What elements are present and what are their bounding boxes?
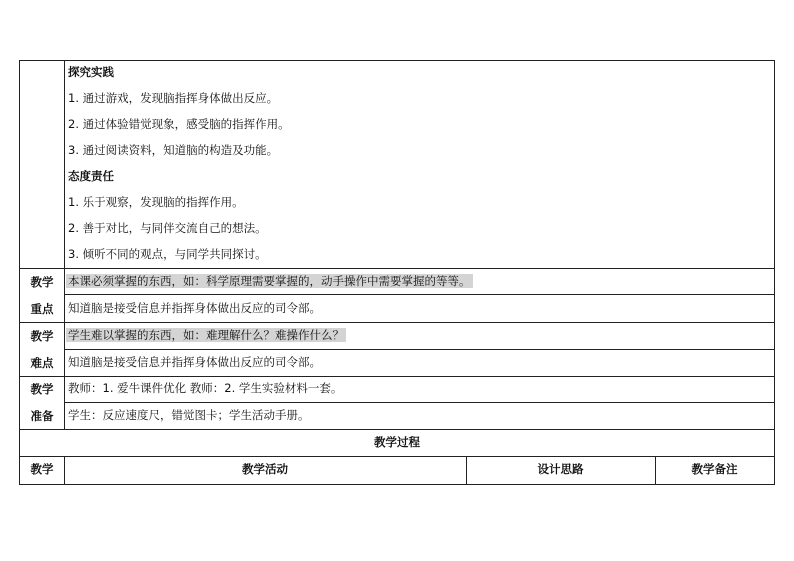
process-header-design: 设计思路 — [537, 462, 584, 476]
table-rule — [64, 60, 65, 430]
table-rule — [774, 60, 775, 485]
table-rule — [19, 429, 775, 430]
table-rule — [64, 402, 775, 403]
difficult-points-guide — [68, 328, 346, 342]
key-points-label-bottom: 重点 — [30, 302, 54, 316]
section-heading-attitude: 态度责任 — [68, 169, 114, 183]
difficult-points-content: 知道脑是接受信息并指挥身体做出反应的司令部。 — [68, 355, 321, 369]
table-rule — [64, 349, 775, 350]
practice-item: 3. 通过阅读资料，知道脑的构造及功能。 — [68, 143, 279, 157]
attitude-item: 2. 善于对比，与同伴交流自己的想法。 — [68, 221, 267, 235]
section-heading-practice: 探究实践 — [68, 65, 114, 79]
key-points-content: 知道脑是接受信息并指挥身体做出反应的司令部。 — [68, 301, 321, 315]
key-points-label-top: 教学 — [30, 275, 54, 289]
preparation-student: 学生：反应速度尺，错觉图卡；学生活动手册。 — [68, 408, 310, 422]
attitude-item: 3. 倾听不同的观点，与同学共同探讨。 — [68, 247, 267, 261]
key-points-guide-text: 本课必须掌握的东西，如：科学原理需要掌握的，动手操作中需要掌握的等等。 — [68, 274, 471, 288]
preparation-label-bottom: 准备 — [30, 409, 54, 423]
difficult-points-guide-text: 学生难以掌握的东西，如：难理解什么？难操作什么？ — [68, 328, 344, 342]
attitude-item: 1. 乐于观察，发现脑的指挥作用。 — [68, 195, 244, 209]
preparation-teacher: 教师：1. 爱牛课件优化 教师：2. 学生实验材料一套。 — [68, 381, 343, 395]
difficult-points-label-top: 教学 — [30, 329, 54, 343]
table-rule — [64, 294, 775, 295]
table-rule — [19, 60, 775, 61]
practice-item: 1. 通过游戏，发现脑指挥身体做出反应。 — [68, 91, 279, 105]
process-header-activity: 教学活动 — [242, 462, 288, 476]
table-rule — [19, 376, 775, 377]
key-points-guide — [68, 274, 473, 288]
table-rule — [19, 484, 775, 485]
process-header-stage: 教学 — [30, 462, 54, 476]
preparation-label-top: 教学 — [30, 382, 54, 396]
process-title: 教学过程 — [374, 435, 420, 449]
process-header-notes: 教学备注 — [691, 462, 738, 476]
table-rule — [19, 268, 775, 269]
table-rule — [19, 60, 20, 485]
difficult-points-label-bottom: 难点 — [30, 356, 54, 370]
practice-item: 2. 通过体验错觉现象，感受脑的指挥作用。 — [68, 117, 290, 131]
table-rule — [19, 322, 775, 323]
table-rule — [19, 456, 775, 457]
